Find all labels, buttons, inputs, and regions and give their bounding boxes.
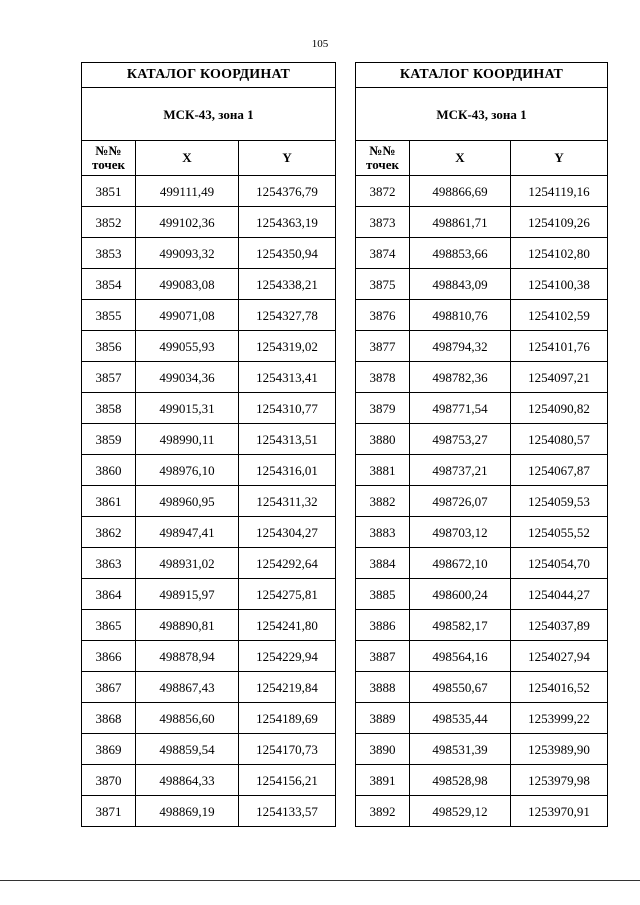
x-coordinate-cell: 498990,11: [136, 424, 239, 455]
table-row: [82, 486, 336, 517]
table-row: [356, 176, 608, 207]
y-coordinate-cell: 1254156,21: [239, 765, 336, 796]
table-row: [356, 424, 608, 455]
point-number-cell: 3862: [82, 517, 136, 548]
point-number-cell: 3882: [356, 486, 410, 517]
point-number-cell: 3861: [82, 486, 136, 517]
table-row: [356, 579, 608, 610]
y-coordinate-cell: 1253979,98: [511, 765, 608, 796]
table-row: [82, 238, 336, 269]
y-coordinate-cell: 1254338,21: [239, 269, 336, 300]
y-coordinate-cell: 1254350,94: [239, 238, 336, 269]
table-row: [356, 393, 608, 424]
column-header-y: Y: [511, 141, 608, 176]
y-coordinate-cell: 1254327,78: [239, 300, 336, 331]
point-number-cell: 3885: [356, 579, 410, 610]
point-number-cell: 3869: [82, 734, 136, 765]
y-coordinate-cell: 1254067,87: [511, 455, 608, 486]
y-coordinate-cell: 1254100,38: [511, 269, 608, 300]
point-number-cell: 3888: [356, 672, 410, 703]
y-coordinate-cell: 1254316,01: [239, 455, 336, 486]
point-number-cell: 3851: [82, 176, 136, 207]
x-coordinate-cell: 498859,54: [136, 734, 239, 765]
y-coordinate-cell: 1254229,94: [239, 641, 336, 672]
table-row: [356, 238, 608, 269]
table-row: [82, 548, 336, 579]
point-number-cell: 3855: [82, 300, 136, 331]
coordinate-catalog-table-left: [81, 62, 336, 827]
point-number-cell: 3873: [356, 207, 410, 238]
y-coordinate-cell: 1254319,02: [239, 331, 336, 362]
x-coordinate-cell: 498582,17: [410, 610, 511, 641]
y-coordinate-cell: 1254016,52: [511, 672, 608, 703]
x-coordinate-cell: 499055,93: [136, 331, 239, 362]
point-number-cell: 3865: [82, 610, 136, 641]
page-number: 105: [311, 38, 329, 50]
point-number-cell: 3886: [356, 610, 410, 641]
y-coordinate-cell: 1254059,53: [511, 486, 608, 517]
x-coordinate-cell: 498600,24: [410, 579, 511, 610]
x-coordinate-cell: 498672,10: [410, 548, 511, 579]
y-coordinate-cell: 1254037,89: [511, 610, 608, 641]
point-number-cell: 3864: [82, 579, 136, 610]
table-row: [356, 517, 608, 548]
coordinate-catalog-table-right: [355, 62, 608, 827]
x-coordinate-cell: 498737,21: [410, 455, 511, 486]
x-coordinate-cell: 498726,07: [410, 486, 511, 517]
table-row: [356, 796, 608, 827]
table-row: [82, 579, 336, 610]
x-coordinate-cell: 498878,94: [136, 641, 239, 672]
y-coordinate-cell: 1254080,57: [511, 424, 608, 455]
catalog-title: КАТАЛОГ КООРДИНАТ: [82, 63, 336, 88]
y-coordinate-cell: 1253999,22: [511, 703, 608, 734]
table-row: [82, 362, 336, 393]
x-coordinate-cell: 498947,41: [136, 517, 239, 548]
y-coordinate-cell: 1254097,21: [511, 362, 608, 393]
table-row: [356, 331, 608, 362]
table-row: [82, 331, 336, 362]
x-coordinate-cell: 498976,10: [136, 455, 239, 486]
table-row: [356, 703, 608, 734]
y-coordinate-cell: 1254027,94: [511, 641, 608, 672]
x-coordinate-cell: 498564,16: [410, 641, 511, 672]
x-coordinate-cell: 498529,12: [410, 796, 511, 827]
x-coordinate-cell: 499093,32: [136, 238, 239, 269]
point-number-cell: 3859: [82, 424, 136, 455]
table-row: [356, 269, 608, 300]
x-coordinate-cell: 499071,08: [136, 300, 239, 331]
y-coordinate-cell: 1254310,77: [239, 393, 336, 424]
x-coordinate-cell: 499102,36: [136, 207, 239, 238]
point-number-cell: 3892: [356, 796, 410, 827]
x-coordinate-cell: 498867,43: [136, 672, 239, 703]
column-header-x: X: [410, 141, 511, 176]
point-number-cell: 3880: [356, 424, 410, 455]
point-number-cell: 3883: [356, 517, 410, 548]
table-row: [356, 548, 608, 579]
point-number-cell: 3874: [356, 238, 410, 269]
y-coordinate-cell: 1254102,80: [511, 238, 608, 269]
y-coordinate-cell: 1254311,32: [239, 486, 336, 517]
table-row: [356, 672, 608, 703]
y-coordinate-cell: 1254313,51: [239, 424, 336, 455]
y-coordinate-cell: 1254090,82: [511, 393, 608, 424]
table-row: [356, 362, 608, 393]
x-coordinate-cell: 498843,09: [410, 269, 511, 300]
point-number-cell: 3868: [82, 703, 136, 734]
point-number-cell: 3872: [356, 176, 410, 207]
point-number-cell: 3852: [82, 207, 136, 238]
point-number-cell: 3884: [356, 548, 410, 579]
y-coordinate-cell: 1254241,80: [239, 610, 336, 641]
table-row: [82, 424, 336, 455]
point-number-cell: 3853: [82, 238, 136, 269]
table-row: [356, 486, 608, 517]
table-row: [82, 796, 336, 827]
point-number-cell: 3858: [82, 393, 136, 424]
point-number-cell: 3881: [356, 455, 410, 486]
x-coordinate-cell: 498531,39: [410, 734, 511, 765]
table-row: [356, 610, 608, 641]
x-coordinate-cell: 498853,66: [410, 238, 511, 269]
catalog-title: КАТАЛОГ КООРДИНАТ: [356, 63, 608, 88]
y-coordinate-cell: 1254219,84: [239, 672, 336, 703]
x-coordinate-cell: 499034,36: [136, 362, 239, 393]
point-number-cell: 3871: [82, 796, 136, 827]
point-number-cell: 3863: [82, 548, 136, 579]
y-coordinate-cell: 1253970,91: [511, 796, 608, 827]
y-coordinate-cell: 1254102,59: [511, 300, 608, 331]
coordinate-system-zone: МСК-43, зона 1: [82, 88, 336, 141]
table-row: [82, 641, 336, 672]
y-coordinate-cell: 1254189,69: [239, 703, 336, 734]
y-coordinate-cell: 1254044,27: [511, 579, 608, 610]
y-coordinate-cell: 1254292,64: [239, 548, 336, 579]
footer-divider: [0, 880, 640, 881]
point-number-cell: 3876: [356, 300, 410, 331]
y-coordinate-cell: 1253989,90: [511, 734, 608, 765]
point-number-cell: 3860: [82, 455, 136, 486]
y-coordinate-cell: 1254133,57: [239, 796, 336, 827]
column-header-point: №№ точек: [356, 141, 410, 176]
coordinate-system-zone: МСК-43, зона 1: [356, 88, 608, 141]
x-coordinate-cell: 499111,49: [136, 176, 239, 207]
y-coordinate-cell: 1254109,26: [511, 207, 608, 238]
x-coordinate-cell: 498869,19: [136, 796, 239, 827]
point-number-cell: 3877: [356, 331, 410, 362]
y-coordinate-cell: 1254376,79: [239, 176, 336, 207]
table-row: [356, 765, 608, 796]
table-row: [356, 207, 608, 238]
x-coordinate-cell: 499015,31: [136, 393, 239, 424]
table-row: [356, 734, 608, 765]
y-coordinate-cell: 1254054,70: [511, 548, 608, 579]
x-coordinate-cell: 499083,08: [136, 269, 239, 300]
x-coordinate-cell: 498861,71: [410, 207, 511, 238]
point-number-cell: 3854: [82, 269, 136, 300]
y-coordinate-cell: 1254055,52: [511, 517, 608, 548]
point-number-cell: 3867: [82, 672, 136, 703]
table-row: [82, 672, 336, 703]
y-coordinate-cell: 1254275,81: [239, 579, 336, 610]
x-coordinate-cell: 498753,27: [410, 424, 511, 455]
x-coordinate-cell: 498864,33: [136, 765, 239, 796]
table-row: [82, 734, 336, 765]
table-row: [82, 176, 336, 207]
y-coordinate-cell: 1254119,16: [511, 176, 608, 207]
x-coordinate-cell: 498915,97: [136, 579, 239, 610]
point-number-cell: 3887: [356, 641, 410, 672]
table-row: [356, 300, 608, 331]
column-header-point: №№ точек: [82, 141, 136, 176]
y-coordinate-cell: 1254170,73: [239, 734, 336, 765]
x-coordinate-cell: 498890,81: [136, 610, 239, 641]
point-number-cell: 3891: [356, 765, 410, 796]
y-coordinate-cell: 1254101,76: [511, 331, 608, 362]
table-row: [82, 300, 336, 331]
point-number-cell: 3856: [82, 331, 136, 362]
table-row: [82, 269, 336, 300]
x-coordinate-cell: 498794,32: [410, 331, 511, 362]
table-row: [82, 610, 336, 641]
x-coordinate-cell: 498528,98: [410, 765, 511, 796]
x-coordinate-cell: 498535,44: [410, 703, 511, 734]
x-coordinate-cell: 498771,54: [410, 393, 511, 424]
y-coordinate-cell: 1254304,27: [239, 517, 336, 548]
point-number-cell: 3889: [356, 703, 410, 734]
x-coordinate-cell: 498703,12: [410, 517, 511, 548]
table-row: [82, 765, 336, 796]
y-coordinate-cell: 1254363,19: [239, 207, 336, 238]
table-row: [82, 703, 336, 734]
x-coordinate-cell: 498960,95: [136, 486, 239, 517]
column-header-y: Y: [239, 141, 336, 176]
point-number-cell: 3870: [82, 765, 136, 796]
point-number-cell: 3875: [356, 269, 410, 300]
table-row: [356, 455, 608, 486]
table-row: [82, 393, 336, 424]
y-coordinate-cell: 1254313,41: [239, 362, 336, 393]
x-coordinate-cell: 498866,69: [410, 176, 511, 207]
point-number-cell: 3878: [356, 362, 410, 393]
point-number-cell: 3879: [356, 393, 410, 424]
point-number-cell: 3857: [82, 362, 136, 393]
table-row: [82, 455, 336, 486]
point-number-cell: 3866: [82, 641, 136, 672]
column-header-x: X: [136, 141, 239, 176]
x-coordinate-cell: 498550,67: [410, 672, 511, 703]
x-coordinate-cell: 498810,76: [410, 300, 511, 331]
table-row: [82, 207, 336, 238]
x-coordinate-cell: 498931,02: [136, 548, 239, 579]
table-row: [82, 517, 336, 548]
x-coordinate-cell: 498856,60: [136, 703, 239, 734]
point-number-cell: 3890: [356, 734, 410, 765]
table-row: [356, 641, 608, 672]
x-coordinate-cell: 498782,36: [410, 362, 511, 393]
